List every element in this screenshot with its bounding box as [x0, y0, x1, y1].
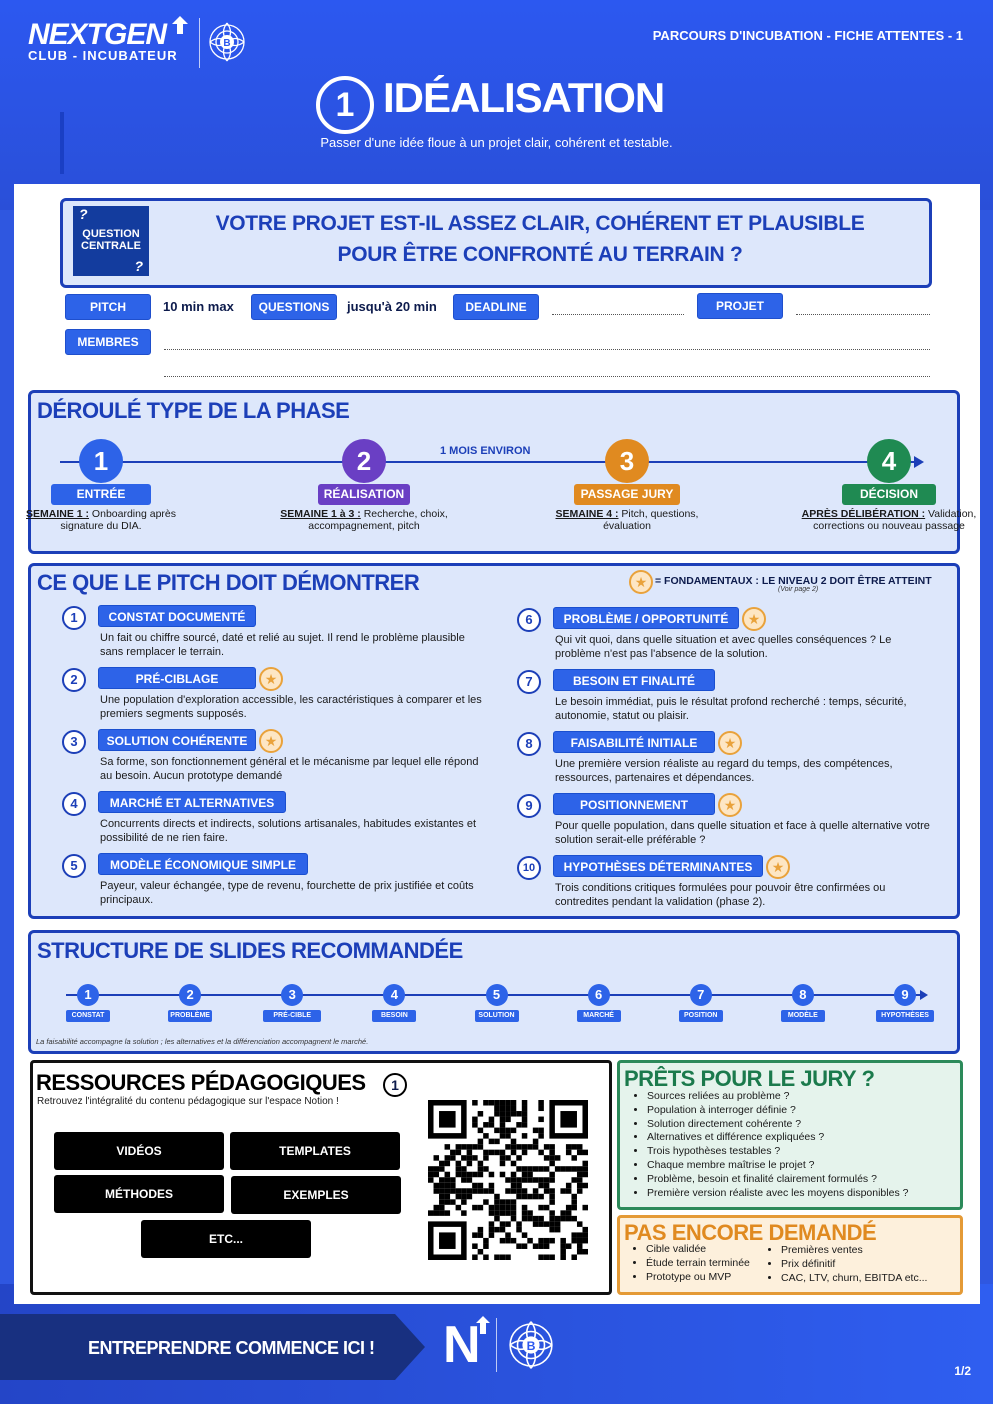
step-detail: Validation, corrections ou nouveau passage — [813, 508, 977, 532]
item-description: Qui vit quoi, dans quelle situation et avec quelles conséquences ? Le problème n'est pas l'absence de la solution. — [555, 634, 892, 660]
step-period: SEMAINE 1 à 3 : — [280, 508, 361, 520]
timeline-line — [60, 461, 918, 463]
list-item: • CAC, LTV, churn, EBITDA etc... — [781, 1272, 927, 1286]
star-icon: ★ — [766, 855, 790, 879]
deadline-label: DEADLINE — [453, 294, 539, 320]
item-title: PRÉ-CIBLAGE — [98, 667, 256, 689]
resources-number: 1 — [383, 1073, 407, 1097]
question-mark-icon: ? — [79, 206, 88, 222]
step-number-circle: 3 — [605, 439, 649, 483]
item-description: Sa forme, son fonctionnement général et le mécanisme par lequel elle répond au besoin. Aucun prototype demandé — [100, 756, 479, 782]
item-description: Payeur, valeur échangée, type de revenu, fourchette de prix justifiée et coûts principaux. — [100, 880, 474, 906]
slide-step-number: 4 — [383, 984, 405, 1006]
step-label: RÉALISATION — [318, 484, 410, 505]
item-description: Trois conditions critiques formulées pour pouvoir être confirmées ou contredites pendant la validation (phase 2). — [555, 882, 886, 908]
step-label: ENTRÉE — [51, 484, 151, 505]
star-icon: ★ — [259, 729, 283, 753]
svg-text:B: B — [223, 38, 231, 49]
svg-text:B: B — [526, 1338, 536, 1353]
slide-step-number: 5 — [486, 984, 508, 1006]
phase-duration: 1 MOIS ENVIRON — [440, 445, 531, 457]
page-number: 1/2 — [954, 1364, 971, 1378]
logo-separator — [199, 18, 200, 68]
membres-field-2[interactable] — [164, 376, 930, 377]
item-title: MODÈLE ÉCONOMIQUE SIMPLE — [98, 853, 308, 875]
question-line-1: VOTRE PROJET EST-IL ASSEZ CLAIR, COHÉRENT ET PLAUSIBLE — [215, 212, 865, 235]
legend-text: = FONDAMENTAUX : LE NIVEAU 2 DOIT ÊTRE ATTEINT — [655, 575, 932, 587]
list-item: • Sources reliées au problème ? — [647, 1090, 908, 1104]
slide-step-number: 2 — [179, 984, 201, 1006]
membres-label: MEMBRES — [65, 329, 151, 355]
slides-title: STRUCTURE DE SLIDES RECOMMANDÉE — [37, 938, 463, 963]
item-title: HYPOTHÈSES DÉTERMINANTES — [553, 855, 763, 877]
item-description: Une population d'exploration accessible, les caractéristiques à comparer et les premiers segments supposés. — [100, 694, 482, 720]
item-description: Une première version réaliste au regard du temps, des compétences, ressources, partenaires et dépendances. — [555, 758, 893, 784]
footer-logo-letter: N — [443, 1316, 481, 1374]
step-description — [799, 508, 979, 532]
list-item: • Chaque membre maîtrise le projet ? — [647, 1159, 908, 1173]
item-number: 10 — [517, 856, 541, 880]
item-number: 1 — [62, 606, 86, 630]
step-description — [537, 508, 717, 532]
item-title: CONSTAT DOCUMENTÉ — [98, 605, 256, 627]
list-item: • Solution directement cohérente ? — [647, 1118, 908, 1132]
step-description — [274, 508, 454, 532]
step-number-circle: 4 — [867, 439, 911, 483]
step-detail: Pitch, questions, évaluation — [603, 508, 699, 532]
item-title: FAISABILITÉ INITIALE — [553, 731, 715, 753]
list-item: • Alternatives et différence expliquées ? — [647, 1131, 908, 1145]
footer-lotus-emblem-icon — [506, 1318, 556, 1372]
logo-sub: CLUB - INCUBATEUR — [28, 48, 178, 63]
slide-step-number: 8 — [792, 984, 814, 1006]
slide-step-label: PRÉ-CIBLE — [263, 1010, 321, 1022]
item-number: 6 — [517, 608, 541, 632]
list-item: • Prototype ou MVP — [646, 1271, 750, 1285]
step-description — [11, 508, 191, 532]
list-item: • Population à interroger définie ? — [647, 1104, 908, 1118]
arrow-up-icon — [172, 16, 188, 34]
notion-qr-code[interactable] — [428, 1100, 588, 1260]
phase-number-circle: 1 — [316, 76, 374, 134]
jury-checklist — [647, 1090, 908, 1200]
logo-main: NEXTGEN — [28, 18, 167, 51]
slide-step-number: 1 — [77, 984, 99, 1006]
item-number: 9 — [517, 794, 541, 818]
item-title: BESOIN ET FINALITÉ — [553, 669, 715, 691]
jury-title: PRÊTS POUR LE JURY ? — [624, 1066, 875, 1091]
list-item: • Trois hypothèses testables ? — [647, 1145, 908, 1159]
step-detail: Onboarding après signature du DIA. — [60, 508, 176, 532]
templates-button[interactable]: TEMPLATES — [230, 1132, 400, 1170]
phase-title: IDÉALISATION — [383, 74, 665, 121]
slides-arrow-icon — [920, 990, 928, 1000]
slide-step-label: SOLUTION — [475, 1010, 519, 1022]
legend-note: (Voir page 2) — [778, 586, 819, 593]
question-badge-label: QUESTION CENTRALE — [81, 228, 141, 252]
document-title: PARCOURS D'INCUBATION - FICHE ATTENTES - 1 — [652, 28, 963, 43]
arrow-up-icon — [476, 1316, 490, 1334]
questions-duration: jusqu'à 20 min — [347, 299, 437, 314]
timeline-arrow-icon — [914, 456, 924, 468]
not-yet-title: PAS ENCORE DEMANDÉ — [624, 1220, 877, 1245]
item-description: Concurrents directs et indirects, solutions artisanales, habitudes existantes et possibilité de ne rien faire. — [100, 818, 477, 844]
slides-note: La faisabilité accompagne la solution ; les alternatives et la différenciation accompagnent le marché. — [36, 1037, 369, 1046]
list-item: • Problème, besoin et finalité clairement formulés ? — [647, 1173, 908, 1187]
etc-button[interactable]: ETC... — [141, 1220, 311, 1258]
videos-button[interactable]: VIDÉOS — [54, 1132, 224, 1170]
slide-step-label: MODÈLE — [781, 1010, 825, 1022]
resources-title: RESSOURCES PÉDAGOGIQUES — [36, 1070, 366, 1095]
list-item: • Prix définitif — [781, 1258, 927, 1272]
slide-step-number: 3 — [281, 984, 303, 1006]
slide-step-number: 6 — [588, 984, 610, 1006]
not-yet-list-2 — [781, 1244, 927, 1285]
item-description: Un fait ou chiffre sourcé, daté et relié au sujet. Il rend le problème plausible sans remplacer le terrain. — [100, 632, 465, 658]
exemples-button[interactable]: EXEMPLES — [231, 1176, 401, 1214]
step-label: DÉCISION — [842, 484, 936, 505]
pitch-duration: 10 min max — [163, 299, 234, 314]
methodes-button[interactable]: MÉTHODES — [54, 1175, 224, 1213]
footer-separator — [496, 1318, 497, 1372]
question-badge — [73, 206, 149, 276]
projet-field[interactable] — [796, 314, 930, 315]
star-icon: ★ — [718, 793, 742, 817]
pitch-label: PITCH — [65, 294, 151, 320]
phase-subtitle: Passer d'une idée floue à un projet clair, cohérent et testable. — [320, 135, 673, 150]
star-icon: ★ — [718, 731, 742, 755]
slide-step-label: HYPOTHÈSES — [876, 1010, 934, 1022]
membres-field-1[interactable] — [164, 349, 930, 350]
resources-subtitle: Retrouvez l'intégralité du contenu pédagogique sur l'espace Notion ! — [37, 1096, 339, 1107]
step-number-circle: 2 — [342, 439, 386, 483]
item-number: 5 — [62, 854, 86, 878]
star-icon: ★ — [259, 667, 283, 691]
item-title: MARCHÉ ET ALTERNATIVES — [98, 791, 286, 813]
item-number: 2 — [62, 668, 86, 692]
not-yet-list-1 — [646, 1243, 750, 1284]
step-label: PASSAGE JURY — [574, 484, 680, 505]
accent-bar — [60, 112, 64, 174]
item-title: POSITIONNEMENT — [553, 793, 715, 815]
step-period: APRÈS DÉLIBÉRATION : — [801, 508, 926, 520]
item-description: Le besoin immédiat, puis le résultat profond recherché : temps, sécurité, autonomie, statut ou plaisir. — [555, 696, 907, 722]
step-period: SEMAINE 1 : — [26, 508, 90, 520]
slide-step-label: BESOIN — [372, 1010, 416, 1022]
footer-banner-tip — [395, 1314, 425, 1380]
item-number: 7 — [517, 670, 541, 694]
deadline-field[interactable] — [552, 314, 684, 315]
question-line-2: POUR ÊTRE CONFRONTÉ AU TERRAIN ? — [337, 243, 743, 266]
slide-step-label: CONSTAT — [66, 1010, 110, 1022]
star-icon: ★ — [742, 607, 766, 631]
pitch-title: CE QUE LE PITCH DOIT DÉMONTRER — [37, 570, 420, 595]
item-title: PROBLÈME / OPPORTUNITÉ — [553, 607, 739, 629]
list-item: • Première version réaliste avec les moyens disponibles ? — [647, 1187, 908, 1201]
projet-label: PROJET — [697, 293, 783, 319]
question-mark-icon: ? — [134, 258, 143, 274]
list-item: • Premières ventes — [781, 1244, 927, 1258]
item-number: 8 — [517, 732, 541, 756]
list-item: • Étude terrain terminée — [646, 1257, 750, 1271]
step-number-circle: 1 — [79, 439, 123, 483]
slide-step-label: POSITION — [679, 1010, 723, 1022]
item-number: 4 — [62, 792, 86, 816]
star-icon: ★ — [629, 570, 653, 594]
item-title: SOLUTION COHÉRENTE — [98, 729, 256, 751]
slide-step-number: 7 — [690, 984, 712, 1006]
step-period: SEMAINE 4 : — [555, 508, 619, 520]
nextgen-logo — [28, 20, 178, 63]
slide-step-label: PROBLÈME — [168, 1010, 212, 1022]
slide-step-number: 9 — [894, 984, 916, 1006]
item-number: 3 — [62, 730, 86, 754]
item-description: Pour quelle population, dans quelle situation et face à quelle alternative votre solution serait-elle préférable ? — [555, 820, 930, 846]
step-detail: Recherche, choix, accompagnement, pitch — [308, 508, 448, 532]
lotus-emblem-icon — [207, 20, 247, 64]
questions-label: QUESTIONS — [251, 294, 337, 320]
central-question-text — [160, 208, 920, 270]
footer-slogan: ENTREPRENDRE COMMENCE ICI ! — [88, 1338, 375, 1358]
list-item: • Cible validée — [646, 1243, 750, 1257]
deroule-title: DÉROULÉ TYPE DE LA PHASE — [37, 398, 350, 423]
slide-step-label: MARCHÉ — [577, 1010, 621, 1022]
